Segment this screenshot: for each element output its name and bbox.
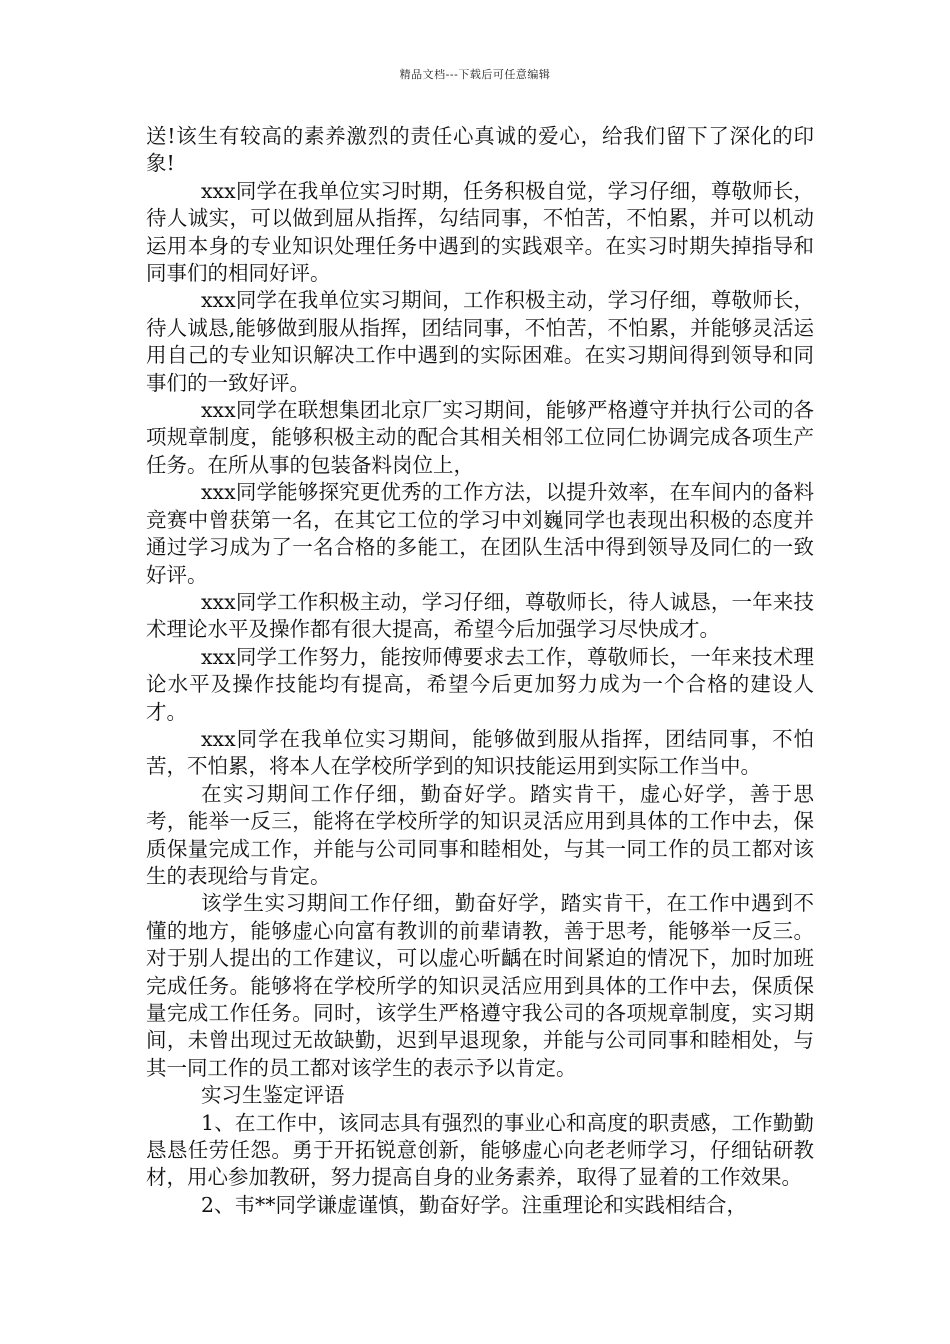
paragraph-13: 2、韦**同学谦虚谨慎，勤奋好学。注重理论和实践相结合，: [201, 1192, 748, 1217]
paragraph-2: xxx同学在我单位实习时期，任务积极自觉，学习仔细，尊敬师长，待人诚实，可以做到屈从指挥，勾结同事，不怕苦，不怕累，并可以机动运用本身的专业知识处理任务中遇到的实践艰辛。在实习时期失掉指导和同事们的相同好评。: [146, 178, 814, 286]
paragraph-10: 该学生实习期间工作仔细，勤奋好学，踏实肯干，在工作中遇到不懂的地方，能够虚心向富有教训的前辈请教，善于思考，能够举一反三。对于别人提出的工作建议，可以虚心听齲在时间紧迫的情况下，加时加班完成任务。能够将在学校所学的知识灵活应用到具体的工作中去，保质保量完成工作任务。同时，该学生严格遵守我公司的各项规章制度，实习期间，未曾出现过无故缺勤，迟到早退现象，并能与公司同事和睦相处，与其一同工作的员工都对该学生的表示予以肯定。: [146, 891, 814, 1080]
paragraph-4: xxx同学在联想集团北京厂实习期间，能够严格遵守并执行公司的各项规章制度，能够积极主动的配合其相关相邻工位同仁协调完成各项生产任务。在所从事的包装备料岗位上，: [146, 398, 814, 477]
paragraph-3: xxx同学在我单位实习期间，工作积极主动，学习仔细，尊敬师长，待人诚恳,能够做到服从指挥，团结同事，不怕苦，不怕累，并能够灵活运用自己的专业知识解决工作中遇到的实际困难。在实习期间得到领导和同事们的一致好评。: [146, 288, 814, 395]
section-heading: 实习生鉴定评语: [201, 1083, 345, 1108]
paragraph-5: xxx同学能够探究更优秀的工作方法，以提升效率，在车间内的备料竞赛中曾获第一名，在其它工位的学习中刘巍同学也表现出积极的态度并通过学习成为了一名合格的多能工，在团队生活中得到领导及同仁的一致好评。: [146, 480, 814, 587]
paragraph-9: 在实习期间工作仔细，勤奋好学。踏实肯干，虚心好学，善于思考，能举一反三，能将在学校所学的知识灵活应用到具体的工作中去，保质保量完成工作，并能与公司同事和睦相处，与其一同工作的员工都对该生的表现给与肯定。: [146, 781, 814, 888]
paragraph-8: xxx同学在我单位实习期间，能够做到服从指挥，团结同事，不怕苦，不怕累，将本人在学校所学到的知识技能运用到实际工作当中。: [146, 726, 814, 779]
document-body: [146, 123, 814, 1219]
paragraph-7: xxx同学工作努力，能按师傅要求去工作，尊敬师长，一年来技术理论水平及操作技能均有提高，希望今后更加努力成为一个合格的建设人才。: [146, 644, 814, 724]
paragraph-1: 送!该生有较高的素养激烈的责任心真诚的爱心，给我们留下了深化的印象!: [146, 124, 814, 176]
page-header: 精品文档---下载后可任意编辑: [399, 68, 551, 81]
paragraph-6: xxx同学工作积极主动，学习仔细，尊敬师长，待人诚恳，一年来技术理论水平及操作都有很大提高，希望今后加强学习尽快成才。: [146, 589, 814, 642]
paragraph-12: 1、在工作中，该同志具有强烈的事业心和高度的职责感，工作勤勤恳恳任劳任怨。勇于开拓锐意创新，能够虚心向老老师学习，仔细钻研教材，用心参加教研，努力提高自身的业务素养，取得了显着的工作效果。: [146, 1110, 814, 1190]
